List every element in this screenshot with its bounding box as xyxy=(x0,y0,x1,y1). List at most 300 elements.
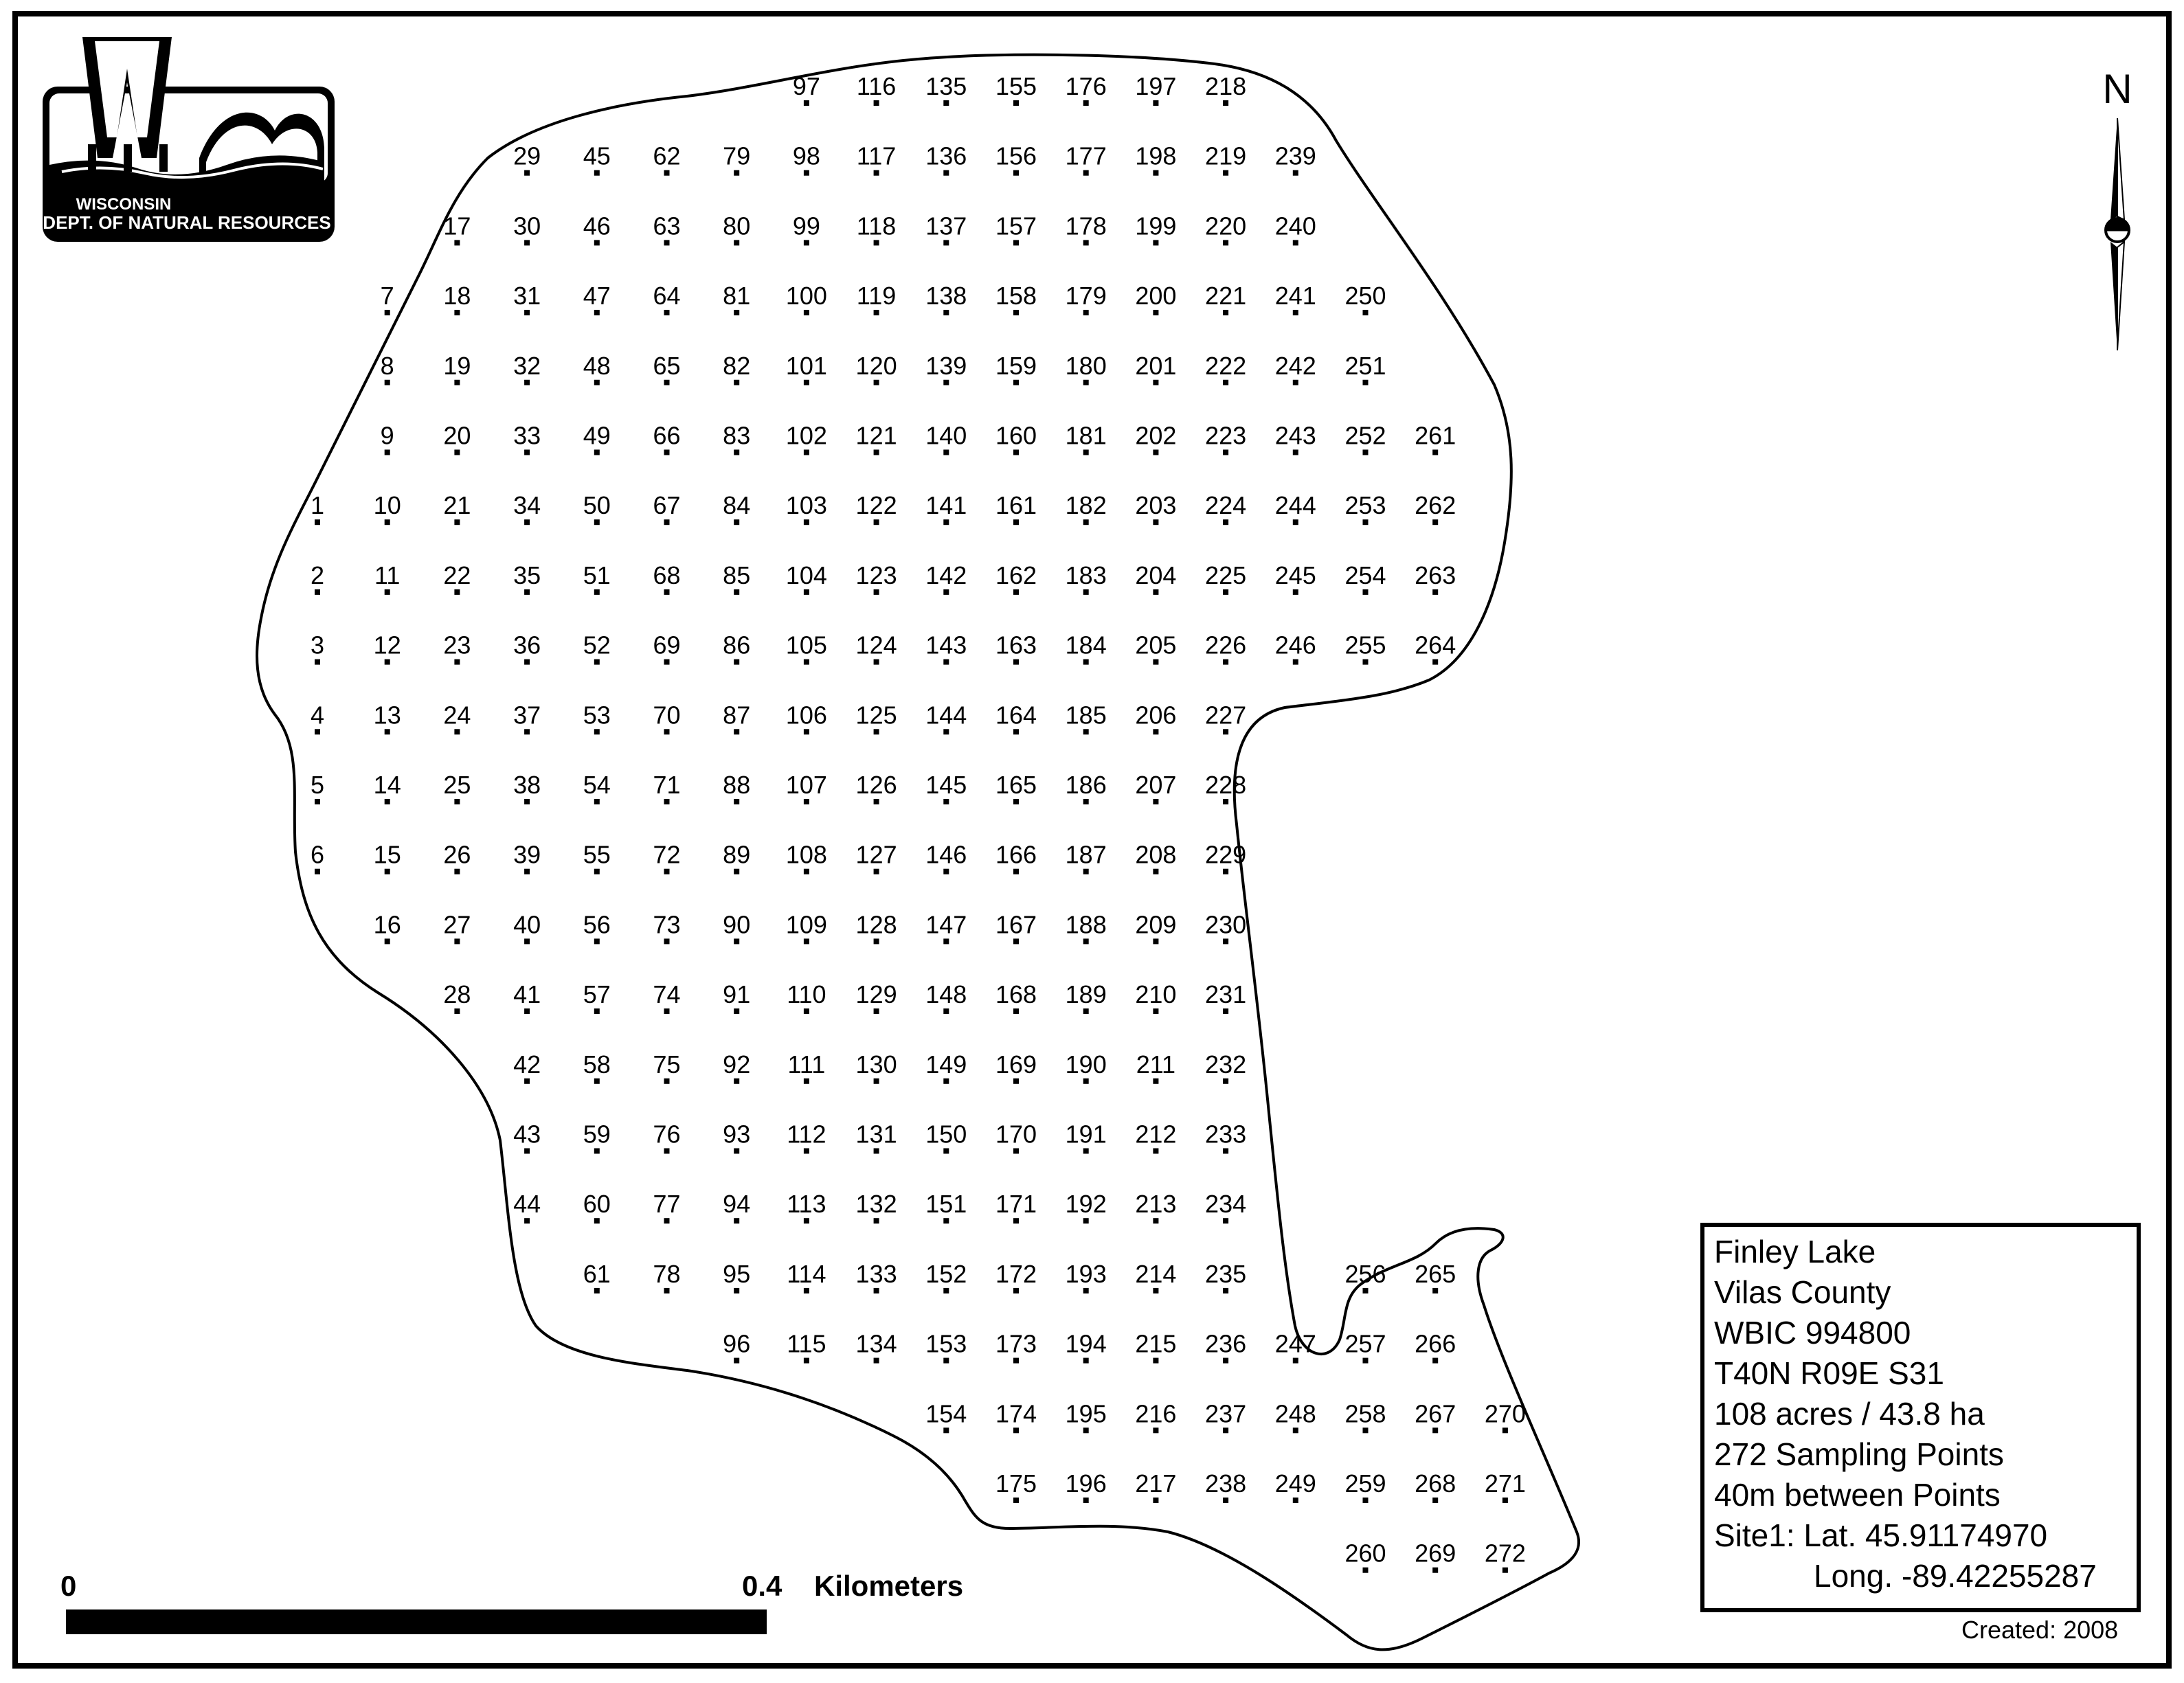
sampling-point-label: 83 xyxy=(723,421,751,450)
sampling-point-marker xyxy=(804,310,809,315)
sampling-point-marker xyxy=(874,869,879,874)
sampling-point-marker xyxy=(1223,1149,1228,1154)
sampling-point-label: 19 xyxy=(443,351,471,380)
sampling-point-marker xyxy=(1013,938,1019,944)
sampling-point-marker xyxy=(454,519,460,525)
sampling-point-label: 151 xyxy=(925,1190,967,1219)
sampling-point-label: 44 xyxy=(513,1190,541,1219)
sampling-point-label: 253 xyxy=(1344,491,1386,520)
sampling-point-marker xyxy=(664,938,670,944)
sampling-point-label: 264 xyxy=(1415,631,1456,659)
sampling-point-marker xyxy=(1153,1358,1158,1364)
sampling-point-label: 26 xyxy=(443,840,471,869)
sampling-point-marker xyxy=(943,589,949,595)
info-box xyxy=(1702,1225,2139,1610)
sampling-point-label: 50 xyxy=(583,491,611,520)
sampling-point-marker xyxy=(664,1218,670,1223)
sampling-point-label: 143 xyxy=(925,631,967,659)
sampling-point-marker xyxy=(1013,240,1019,245)
sampling-point-marker xyxy=(1223,450,1228,455)
sampling-point-marker xyxy=(1432,1427,1438,1433)
sampling-point-marker xyxy=(524,589,530,595)
sampling-point-marker xyxy=(1223,1008,1228,1014)
sampling-point-marker xyxy=(1083,240,1089,245)
sampling-point-marker xyxy=(1153,799,1158,804)
sampling-point-label: 120 xyxy=(855,351,897,380)
sampling-point-marker xyxy=(1013,170,1019,176)
sampling-point-marker xyxy=(943,1288,949,1294)
sampling-point-marker xyxy=(1083,869,1089,874)
sampling-point-label: 127 xyxy=(855,840,897,869)
sampling-point-label: 216 xyxy=(1135,1399,1177,1428)
sampling-point-marker xyxy=(874,310,879,315)
sampling-point-marker xyxy=(1502,1427,1508,1433)
sampling-point-marker xyxy=(1223,240,1228,245)
sampling-point-label: 74 xyxy=(653,980,681,1009)
sampling-point-marker xyxy=(1013,519,1019,525)
sampling-point-label: 196 xyxy=(1065,1469,1107,1498)
logo-line-2: DEPT. OF NATURAL RESOURCES xyxy=(43,212,331,233)
sampling-point-marker xyxy=(1013,100,1019,106)
sampling-point-marker xyxy=(594,170,600,176)
sampling-point-marker xyxy=(315,519,320,525)
sampling-point-label: 90 xyxy=(723,910,751,939)
sampling-point-label: 73 xyxy=(653,910,681,939)
sampling-point-label: 190 xyxy=(1065,1050,1107,1078)
sampling-point-label: 33 xyxy=(513,421,541,450)
sampling-point-label: 115 xyxy=(787,1329,826,1358)
sampling-point-marker xyxy=(1153,589,1158,595)
sampling-point-label: 5 xyxy=(310,771,325,799)
sampling-point-marker xyxy=(1153,240,1158,245)
sampling-point-marker xyxy=(664,869,670,874)
sampling-point-label: 142 xyxy=(925,561,967,589)
sampling-point-marker xyxy=(1013,310,1019,315)
sampling-point-marker xyxy=(734,799,739,804)
sampling-point-marker xyxy=(1153,380,1158,385)
sampling-point-label: 270 xyxy=(1484,1399,1526,1428)
sampling-point-label: 128 xyxy=(855,910,897,939)
sampling-point-marker xyxy=(1223,659,1228,665)
sampling-point-label: 241 xyxy=(1274,282,1316,310)
sampling-point-label: 75 xyxy=(653,1050,681,1078)
sampling-point-label: 107 xyxy=(785,771,827,799)
sampling-point-marker xyxy=(943,869,949,874)
sampling-point-marker xyxy=(594,799,600,804)
sampling-point-label: 189 xyxy=(1065,980,1107,1009)
sampling-point-marker xyxy=(664,659,670,665)
sampling-point-marker xyxy=(524,1149,530,1154)
sampling-point-marker xyxy=(594,729,600,734)
sampling-point-marker xyxy=(804,450,809,455)
sampling-point-label: 81 xyxy=(723,282,751,310)
sampling-point-label: 69 xyxy=(653,631,681,659)
sampling-point-label: 131 xyxy=(855,1120,897,1149)
sampling-point-marker xyxy=(804,938,809,944)
sampling-point-marker xyxy=(664,380,670,385)
sampling-point-label: 214 xyxy=(1135,1259,1177,1288)
sampling-point-marker xyxy=(1153,1427,1158,1433)
sampling-point-marker xyxy=(1083,100,1089,106)
sampling-point-marker xyxy=(1013,659,1019,665)
info-line-7: 40m between Points xyxy=(1714,1477,2001,1513)
sampling-point-label: 207 xyxy=(1135,771,1177,799)
sampling-point-label: 89 xyxy=(723,840,751,869)
sampling-point-marker xyxy=(1083,659,1089,665)
sampling-point-label: 18 xyxy=(443,282,471,310)
sampling-point-marker xyxy=(1083,589,1089,595)
sampling-point-label: 65 xyxy=(653,351,681,380)
sampling-point-label: 158 xyxy=(995,282,1037,310)
sampling-point-marker xyxy=(804,659,809,665)
sampling-point-label: 46 xyxy=(583,212,611,240)
sampling-point-marker xyxy=(874,1218,879,1223)
sampling-point-marker xyxy=(1083,1288,1089,1294)
sampling-point-label: 59 xyxy=(583,1120,611,1149)
sampling-point-marker xyxy=(664,589,670,595)
sampling-point-marker xyxy=(874,100,879,106)
sampling-point-marker xyxy=(1223,1498,1228,1503)
sampling-point-label: 269 xyxy=(1415,1539,1456,1568)
sampling-point-marker xyxy=(804,799,809,804)
sampling-point-label: 202 xyxy=(1135,421,1177,450)
sampling-point-marker xyxy=(874,799,879,804)
sampling-point-marker xyxy=(943,1427,949,1433)
sampling-point-label: 244 xyxy=(1274,491,1316,520)
sampling-point-marker xyxy=(664,310,670,315)
sampling-point-marker xyxy=(1013,1358,1019,1364)
sampling-point-marker xyxy=(804,1008,809,1014)
sampling-point-label: 114 xyxy=(787,1259,826,1288)
sampling-point-marker xyxy=(943,519,949,525)
sampling-point-label: 172 xyxy=(995,1259,1037,1288)
sampling-point-label: 193 xyxy=(1065,1259,1107,1288)
sampling-point-label: 3 xyxy=(310,631,325,659)
sampling-point-label: 125 xyxy=(855,701,897,730)
sampling-point-label: 28 xyxy=(443,980,471,1009)
sampling-point-marker xyxy=(874,659,879,665)
sampling-point-marker xyxy=(734,1288,739,1294)
sampling-point-label: 198 xyxy=(1135,142,1177,170)
sampling-point-marker xyxy=(594,1078,600,1084)
sampling-point-label: 100 xyxy=(785,282,827,310)
sampling-point-marker xyxy=(943,729,949,734)
sampling-point-label: 17 xyxy=(443,212,471,240)
sampling-point-marker xyxy=(454,380,460,385)
sampling-point-marker xyxy=(524,729,530,734)
sampling-point-label: 88 xyxy=(723,771,751,799)
sampling-point-label: 116 xyxy=(856,72,897,100)
sampling-point-label: 153 xyxy=(925,1329,967,1358)
sampling-point-label: 240 xyxy=(1274,212,1316,240)
sampling-point-marker xyxy=(385,869,390,874)
sampling-point-marker xyxy=(874,170,879,176)
sampling-point-marker xyxy=(1083,729,1089,734)
sampling-point-marker xyxy=(1293,1427,1298,1433)
sampling-point-marker xyxy=(1153,1498,1158,1503)
sampling-point-marker xyxy=(734,450,739,455)
sampling-point-marker xyxy=(943,1078,949,1084)
sampling-point-marker xyxy=(594,1218,600,1223)
sampling-point-label: 165 xyxy=(995,771,1037,799)
sampling-point-marker xyxy=(734,938,739,944)
sampling-point-label: 29 xyxy=(513,142,541,170)
sampling-point-label: 134 xyxy=(855,1329,897,1358)
sampling-point-marker xyxy=(1153,659,1158,665)
sampling-point-marker xyxy=(804,589,809,595)
sampling-point-label: 212 xyxy=(1135,1120,1177,1149)
sampling-point-label: 238 xyxy=(1205,1469,1247,1498)
sampling-point-label: 229 xyxy=(1205,840,1247,869)
sampling-point-label: 130 xyxy=(855,1050,897,1078)
sampling-point-label: 95 xyxy=(723,1259,751,1288)
sampling-point-marker xyxy=(524,1008,530,1014)
scale-unit-label: Kilometers xyxy=(814,1570,964,1602)
sampling-point-marker xyxy=(524,1078,530,1084)
sampling-point-marker xyxy=(524,450,530,455)
sampling-point-label: 23 xyxy=(443,631,471,659)
sampling-point-label: 182 xyxy=(1065,491,1107,520)
sampling-point-marker xyxy=(1083,310,1089,315)
sampling-point-marker xyxy=(1293,1358,1298,1364)
sampling-point-marker xyxy=(804,100,809,106)
sampling-point-label: 195 xyxy=(1065,1399,1107,1428)
sampling-point-marker xyxy=(1293,589,1298,595)
sampling-point-label: 87 xyxy=(723,701,751,730)
sampling-point-marker xyxy=(1013,729,1019,734)
sampling-point-marker xyxy=(1502,1568,1508,1573)
sampling-point-marker xyxy=(943,1358,949,1364)
sampling-point-label: 42 xyxy=(513,1050,541,1078)
sampling-point-label: 159 xyxy=(995,351,1037,380)
sampling-point-label: 235 xyxy=(1205,1259,1247,1288)
sampling-point-label: 62 xyxy=(653,142,681,170)
sampling-point-label: 45 xyxy=(583,142,611,170)
sampling-point-label: 183 xyxy=(1065,561,1107,589)
sampling-point-label: 210 xyxy=(1135,980,1177,1009)
sampling-point-label: 243 xyxy=(1274,421,1316,450)
sampling-point-marker xyxy=(1223,100,1228,106)
sampling-point-marker xyxy=(804,240,809,245)
sampling-point-label: 156 xyxy=(995,142,1037,170)
sampling-point-label: 203 xyxy=(1135,491,1177,520)
sampling-point-label: 271 xyxy=(1484,1469,1526,1498)
sampling-point-label: 170 xyxy=(995,1120,1037,1149)
sampling-point-marker xyxy=(1223,1427,1228,1433)
sampling-point-label: 173 xyxy=(995,1329,1037,1358)
sampling-point-label: 30 xyxy=(513,212,541,240)
sampling-point-marker xyxy=(664,170,670,176)
sampling-point-label: 256 xyxy=(1344,1259,1386,1288)
sampling-point-marker xyxy=(734,380,739,385)
sampling-point-marker xyxy=(524,170,530,176)
sampling-point-label: 123 xyxy=(855,561,897,589)
sampling-point-marker xyxy=(1083,1427,1089,1433)
sampling-point-marker xyxy=(664,519,670,525)
sampling-point-marker xyxy=(454,1008,460,1014)
sampling-point-marker xyxy=(1293,380,1298,385)
sampling-point-marker xyxy=(1363,1288,1369,1294)
sampling-point-marker xyxy=(524,938,530,944)
sampling-point-label: 162 xyxy=(995,561,1037,589)
sampling-point-marker xyxy=(1083,799,1089,804)
sampling-point-marker xyxy=(315,729,320,734)
sampling-point-marker xyxy=(1013,1498,1019,1503)
sampling-point-label: 34 xyxy=(513,491,541,520)
sampling-point-label: 258 xyxy=(1344,1399,1386,1428)
sampling-point-label: 185 xyxy=(1065,701,1107,730)
sampling-point-label: 230 xyxy=(1205,910,1247,939)
sampling-point-label: 246 xyxy=(1274,631,1316,659)
sampling-point-marker xyxy=(804,519,809,525)
sampling-point-label: 76 xyxy=(653,1120,681,1149)
sampling-point-label: 98 xyxy=(792,142,820,170)
scale-end-label: 0.4 xyxy=(742,1570,783,1602)
sampling-point-label: 160 xyxy=(995,421,1037,450)
sampling-point-label: 157 xyxy=(995,212,1037,240)
sampling-point-marker xyxy=(524,519,530,525)
sampling-point-marker xyxy=(734,659,739,665)
sampling-point-label: 199 xyxy=(1135,212,1177,240)
sampling-point-marker xyxy=(524,310,530,315)
sampling-point-label: 110 xyxy=(787,980,826,1009)
sampling-point-marker xyxy=(1083,380,1089,385)
sampling-point-label: 56 xyxy=(583,910,611,939)
sampling-point-label: 177 xyxy=(1065,142,1107,170)
sampling-point-label: 260 xyxy=(1344,1539,1386,1568)
sampling-point-marker xyxy=(1293,1498,1298,1503)
sampling-point-marker xyxy=(594,240,600,245)
sampling-point-marker xyxy=(385,519,390,525)
sampling-point-marker xyxy=(1293,659,1298,665)
sampling-point-label: 80 xyxy=(723,212,751,240)
sampling-point-marker xyxy=(594,869,600,874)
sampling-point-marker xyxy=(454,240,460,245)
sampling-point-label: 245 xyxy=(1274,561,1316,589)
sampling-point-marker xyxy=(664,729,670,734)
sampling-point-label: 124 xyxy=(855,631,897,659)
sampling-point-marker xyxy=(1223,1078,1228,1084)
sampling-point-label: 93 xyxy=(723,1120,751,1149)
sampling-point-marker xyxy=(804,380,809,385)
sampling-point-marker xyxy=(385,938,390,944)
sampling-point-marker xyxy=(943,170,949,176)
sampling-point-label: 161 xyxy=(995,491,1037,520)
sampling-point-marker xyxy=(1153,1218,1158,1223)
sampling-point-label: 169 xyxy=(995,1050,1037,1078)
sampling-point-marker xyxy=(1363,380,1369,385)
sampling-point-label: 14 xyxy=(373,771,401,799)
sampling-point-marker xyxy=(1223,729,1228,734)
sampling-point-label: 136 xyxy=(925,142,967,170)
sampling-point-marker xyxy=(454,310,460,315)
sampling-point-marker xyxy=(734,589,739,595)
info-line-3: WBIC 994800 xyxy=(1714,1315,1911,1351)
sampling-point-marker xyxy=(1223,310,1228,315)
sampling-point-label: 22 xyxy=(443,561,471,589)
sampling-point-marker xyxy=(804,729,809,734)
sampling-point-marker xyxy=(524,380,530,385)
sampling-point-marker xyxy=(594,450,600,455)
sampling-point-marker xyxy=(1363,659,1369,665)
sampling-point-marker xyxy=(943,380,949,385)
sampling-point-label: 2 xyxy=(310,561,325,589)
sampling-point-label: 49 xyxy=(583,421,611,450)
sampling-point-marker xyxy=(1013,1078,1019,1084)
sampling-point-label: 176 xyxy=(1065,72,1107,100)
sampling-point-marker xyxy=(1223,1218,1228,1223)
sampling-point-marker xyxy=(524,869,530,874)
sampling-point-marker xyxy=(1363,589,1369,595)
sampling-point-marker xyxy=(1153,1149,1158,1154)
sampling-point-marker xyxy=(1013,450,1019,455)
sampling-point-marker xyxy=(734,310,739,315)
sampling-point-marker xyxy=(1013,380,1019,385)
sampling-point-marker xyxy=(1153,310,1158,315)
sampling-point-marker xyxy=(1363,1498,1369,1503)
sampling-point-marker xyxy=(943,659,949,665)
sampling-point-label: 112 xyxy=(787,1120,826,1149)
sampling-point-label: 64 xyxy=(653,282,681,310)
sampling-point-label: 180 xyxy=(1065,351,1107,380)
sampling-point-marker xyxy=(1153,170,1158,176)
sampling-point-marker xyxy=(1432,589,1438,595)
sampling-point-label: 233 xyxy=(1205,1120,1247,1149)
sampling-point-label: 63 xyxy=(653,212,681,240)
sampling-point-label: 41 xyxy=(513,980,541,1009)
sampling-point-marker xyxy=(1153,519,1158,525)
sampling-point-label: 249 xyxy=(1274,1469,1316,1498)
sampling-point-marker xyxy=(1223,938,1228,944)
sampling-point-label: 251 xyxy=(1344,351,1386,380)
sampling-point-label: 60 xyxy=(583,1190,611,1219)
info-line-5: 108 acres / 43.8 ha xyxy=(1714,1396,1985,1432)
sampling-point-label: 86 xyxy=(723,631,751,659)
sampling-point-marker xyxy=(385,450,390,455)
sampling-point-marker xyxy=(1363,450,1369,455)
sampling-point-label: 117 xyxy=(856,142,897,170)
sampling-point-marker xyxy=(1223,380,1228,385)
sampling-point-marker xyxy=(804,1078,809,1084)
sampling-point-marker xyxy=(1083,519,1089,525)
sampling-point-label: 201 xyxy=(1135,351,1177,380)
scale-bar-fill xyxy=(66,1609,767,1634)
sampling-point-label: 226 xyxy=(1205,631,1247,659)
sampling-point-label: 171 xyxy=(995,1190,1037,1219)
scale-start-label: 0 xyxy=(60,1570,77,1602)
sampling-point-label: 111 xyxy=(787,1050,826,1078)
sampling-point-label: 166 xyxy=(995,840,1037,869)
sampling-point-marker xyxy=(594,938,600,944)
sampling-point-marker xyxy=(1153,100,1158,106)
sampling-point-label: 152 xyxy=(925,1259,967,1288)
sampling-point-marker xyxy=(454,938,460,944)
sampling-point-marker xyxy=(385,799,390,804)
sampling-point-label: 261 xyxy=(1415,421,1456,450)
sampling-point-label: 263 xyxy=(1415,561,1456,589)
sampling-point-label: 155 xyxy=(995,72,1037,100)
sampling-point-label: 266 xyxy=(1415,1329,1456,1358)
sampling-point-label: 147 xyxy=(925,910,967,939)
sampling-point-marker xyxy=(1153,938,1158,944)
logo-line-1: WISCONSIN xyxy=(76,195,172,214)
sampling-point-marker xyxy=(594,1288,600,1294)
sampling-point-label: 181 xyxy=(1065,421,1107,450)
wdnr-logo xyxy=(43,37,335,242)
sampling-point-marker xyxy=(804,1358,809,1364)
sampling-point-marker xyxy=(454,729,460,734)
sampling-point-marker xyxy=(1363,1358,1369,1364)
